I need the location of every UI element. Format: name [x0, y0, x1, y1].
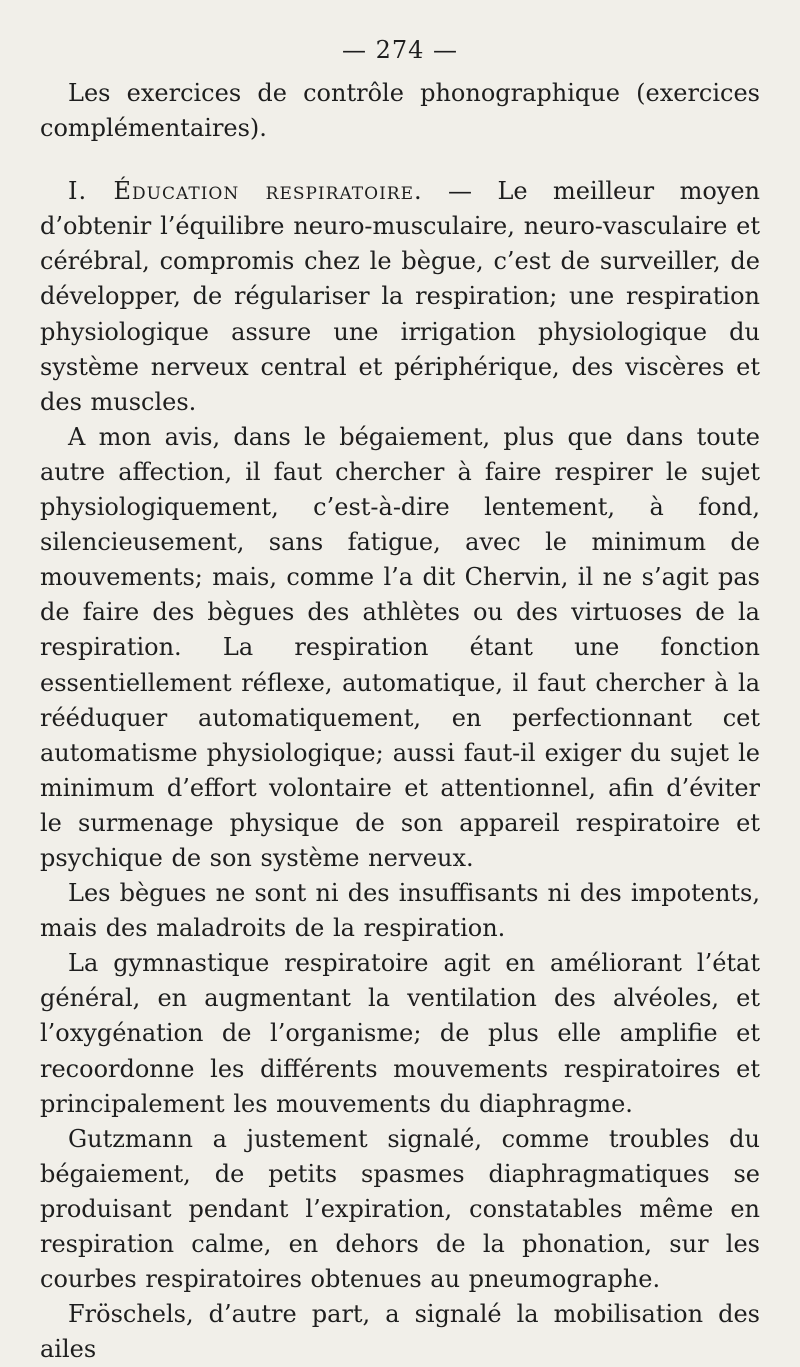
section-heading: I. Éducation respiratoire.: [68, 177, 423, 206]
paragraph-froschels: Fröschels, d’autre part, a signalé la mobilisation des ailes: [40, 1300, 760, 1364]
paragraph-gymnastics: La gymnastique respiratoire agit en améliorant l’état général, en augmentant la ventilation des alvéoles, et l’oxygénation de l’organisme; de plus elle amplifie et recoordonne les différents mouvements respiratoires et principalement les mouvements du diaphragme.: [40, 949, 760, 1118]
page-number: — 274 —: [341, 36, 459, 64]
paragraph-respiratory-education: [40, 174, 760, 420]
paragraph-exercises: Les exercices de contrôle phonographique (exercices complémentaires).: [40, 79, 760, 143]
paragraph-opinion: A mon avis, dans le bégaiement, plus que dans toute autre affection, il faut chercher à faire respirer le sujet physiologiquement, c’est-à-dire lentement, à fond, silencieusement, sans fatigue, avec le minimum de mouvements; mais, comme l’a dit Chervin, il ne s’agit pas de faire des bègues des athlètes ou des virtuoses de la respiration. La respiration étant une fonction essentiellement réflexe, automatique, il faut chercher à la rééduquer automatiquement, en perfectionnant cet automatisme physiologique; aussi faut-il exiger du sujet le minimum d’effort volontaire et attentionnel, afin d’éviter le surmenage physique de son appareil respiratoire et psychique de son système nerveux.: [40, 422, 760, 872]
section-heading-body: — Le meilleur moyen d’obtenir l’équilibre neuro-musculaire, neuro-vasculaire et cérébral, compromis chez le bègue, c’est de surveiller, de développer, de régulariser la respiration; une respiration physiologique assure une irrigation physiologique du système nerveux central et périphérique, des viscères et des muscles.: [40, 177, 760, 416]
paragraph-gutzmann: Gutzmann a justement signalé, comme troubles du bégaiement, de petits spasmes diaphragmatiques se produisant pendant l’expiration, constatables même en respiration calme, en dehors de la phonation, sur les courbes respiratoires obtenues au pneumographe.: [40, 1124, 760, 1294]
paragraph-stutterers: Les bègues ne sont ni des insuffisants ni des impotents, mais des maladroits de la respiration.: [40, 879, 760, 943]
